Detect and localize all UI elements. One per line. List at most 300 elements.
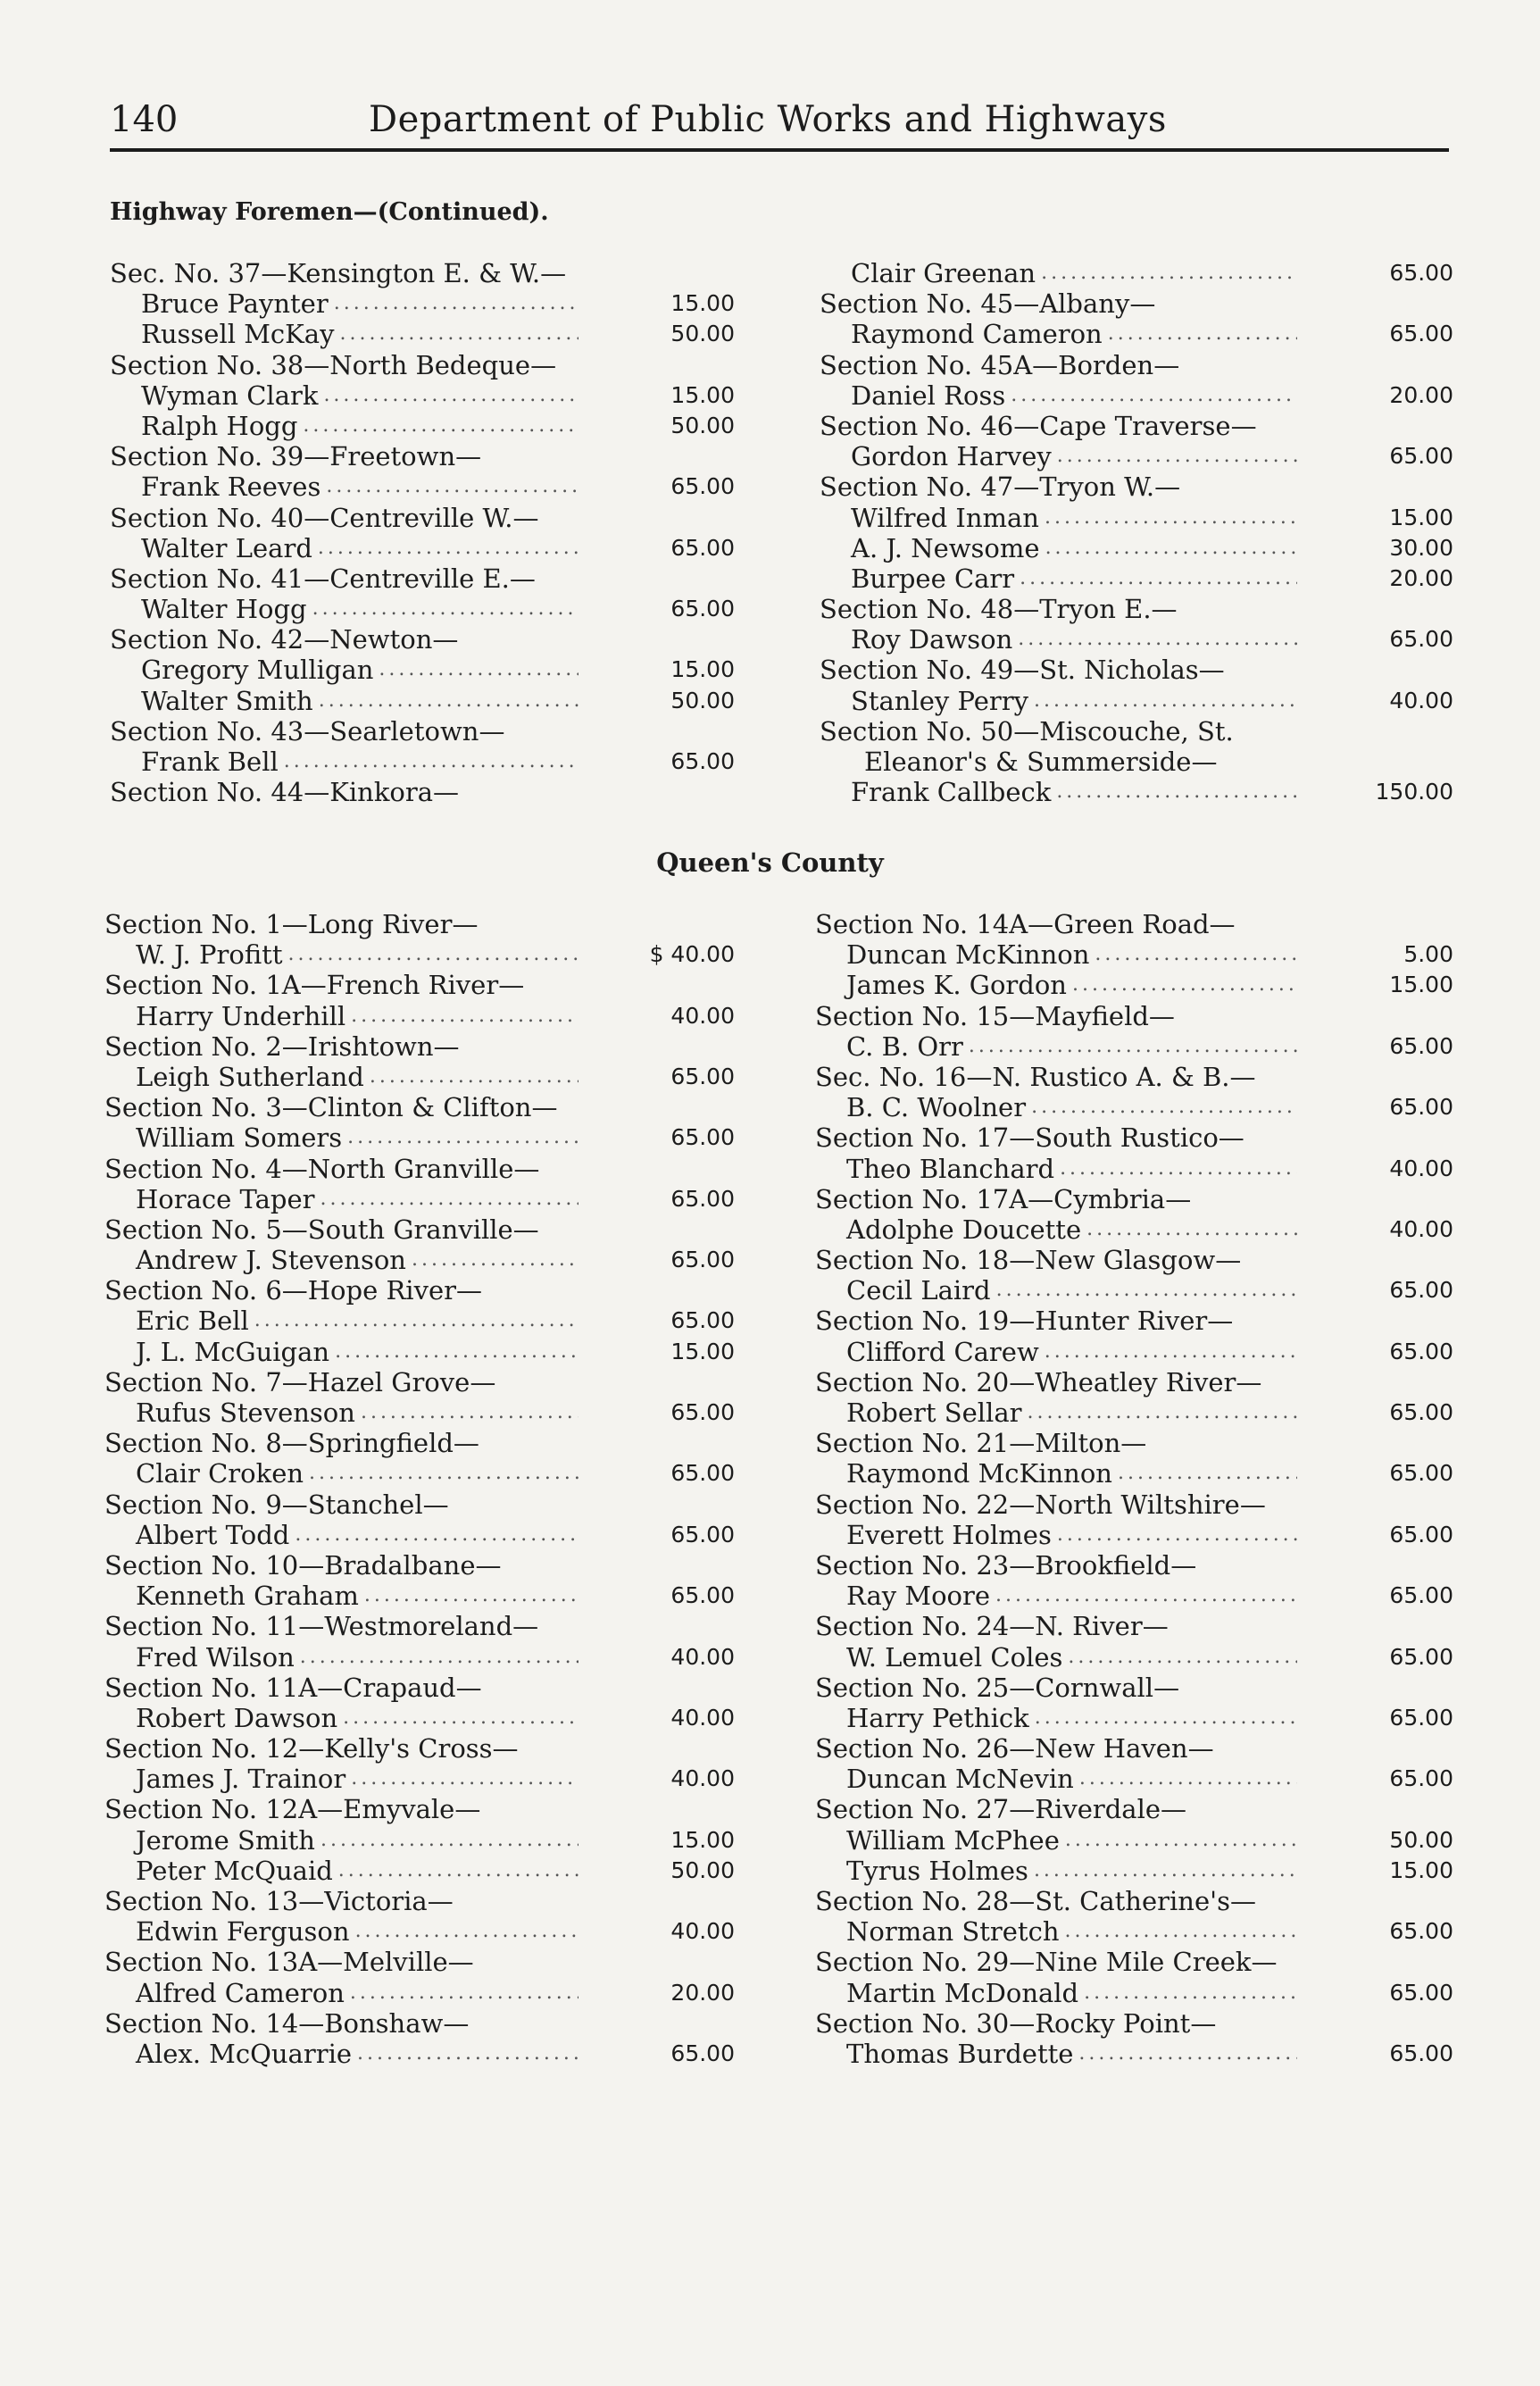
foreman-name: W. Lemuel Coles	[846, 1641, 1063, 1673]
dot-leader	[1078, 2039, 1297, 2069]
section-label: Section No. 24—N. River—	[815, 1611, 1169, 1642]
foreman-name: James J. Trainor	[136, 1764, 346, 1795]
foreman-entry	[815, 1978, 1453, 2008]
foreman-name: Frank Bell	[141, 747, 279, 777]
foreman-name: Norman Stretch	[846, 1916, 1060, 1948]
foreman-entry	[815, 1458, 1453, 1489]
dot-leader	[1108, 319, 1297, 349]
section-label: Section No. 1—Long River—	[104, 909, 479, 939]
dot-leader	[318, 533, 579, 563]
section-label: Section No. 13A—Melville—	[104, 1947, 474, 1978]
foreman-entry	[815, 2039, 1453, 2069]
amount: 50.00	[670, 687, 735, 713]
dot-leader	[1095, 939, 1297, 970]
dot-leader	[350, 1978, 579, 2008]
foreman-entry	[104, 1520, 735, 1550]
foreman-name: Gregory Mulligan	[141, 655, 374, 686]
section-label: Section No. 41—Centreville E.—	[110, 563, 536, 594]
amount: 50.00	[1389, 1826, 1453, 1853]
section-label: Section No. 11—Westmoreland—	[104, 1611, 539, 1642]
foreman-name: Walter Smith	[141, 685, 313, 716]
foreman-name: Clifford Carew	[846, 1336, 1039, 1367]
foreman-entry	[110, 471, 735, 502]
foreman-entry	[815, 1397, 1453, 1428]
section-label: Section No. 28—St. Catherine's—	[815, 1886, 1256, 1916]
section-label: Section No. 47—Tryon W.—	[820, 471, 1181, 503]
dot-leader	[343, 1703, 579, 1733]
section-label: Section No. 17—South Rustico—	[815, 1122, 1244, 1154]
foreman-entry	[110, 288, 735, 319]
section-label: Section No. 6—Hope River—	[104, 1275, 482, 1306]
dot-leader	[1031, 1092, 1297, 1122]
foreman-name: Harry Underhill	[136, 1000, 346, 1031]
amount: 50.00	[670, 1856, 735, 1883]
column-queens-right	[815, 909, 1453, 2069]
dot-leader	[1065, 1916, 1298, 1947]
foreman-entry	[104, 1642, 735, 1673]
foreman-entry	[815, 1764, 1453, 1794]
section-label: Section No. 30—Rocky Point—	[815, 2007, 1217, 2039]
foreman-entry	[820, 777, 1453, 807]
foreman-entry	[104, 1703, 735, 1733]
dot-leader	[334, 288, 579, 319]
dot-leader	[1035, 1703, 1297, 1733]
foreman-entry	[815, 1703, 1453, 1733]
foreman-name: Walter Leard	[141, 532, 312, 563]
foreman-entry	[820, 624, 1453, 655]
foreman-entry	[820, 441, 1453, 471]
foreman-name: Edwin Ferguson	[136, 1916, 350, 1948]
foreman-entry	[815, 1581, 1453, 1611]
amount: 65.00	[1389, 260, 1453, 286]
dot-leader	[996, 1275, 1297, 1306]
section-label: Section No. 3—Clinton & Clifton—	[104, 1092, 558, 1123]
foreman-name: Horace Taper	[136, 1183, 315, 1214]
section-label: Section No. 12A—Emyvale—	[104, 1794, 481, 1825]
amount: 65.00	[1389, 1704, 1453, 1731]
foreman-name: Wyman Clark	[141, 380, 319, 411]
foreman-name: Roy Dawson	[851, 624, 1013, 655]
amount: 15.00	[670, 1338, 735, 1364]
amount: 40.00	[1389, 1155, 1453, 1181]
foreman-name: W. J. Profitt	[136, 939, 283, 971]
dot-leader	[351, 1764, 579, 1794]
foreman-entry	[815, 1916, 1453, 1947]
amount: 65.00	[1389, 443, 1453, 470]
foreman-name: James K. Gordon	[846, 970, 1067, 1001]
amount: 65.00	[670, 473, 735, 500]
section-label: Section No. 9—Stanchel—	[104, 1489, 449, 1520]
amount: 15.00	[1389, 972, 1453, 998]
amount: 65.00	[1389, 1399, 1453, 1425]
dot-leader	[347, 1122, 579, 1153]
foreman-entry	[104, 1856, 735, 1886]
foreman-name: Fred Wilson	[136, 1641, 295, 1673]
foreman-entry	[110, 411, 735, 441]
amount: 65.00	[1389, 1643, 1453, 1670]
foreman-entry	[815, 1214, 1453, 1245]
dot-leader	[309, 1458, 579, 1489]
foreman-entry	[815, 970, 1453, 1000]
dot-leader	[364, 1581, 579, 1611]
dot-leader	[284, 747, 579, 777]
column-prince-right	[820, 258, 1453, 807]
dot-leader	[355, 1916, 579, 1947]
section-label: Section No. 25—Cornwall—	[815, 1672, 1180, 1703]
dot-leader	[379, 655, 579, 685]
foreman-entry	[110, 747, 735, 777]
dot-leader	[1118, 1458, 1297, 1489]
foreman-name: J. L. McGuigan	[136, 1336, 330, 1367]
foreman-name: Clair Croken	[136, 1458, 304, 1489]
amount: 40.00	[670, 1765, 735, 1792]
section-label: Section No. 29—Nine Mile Creek—	[815, 1947, 1278, 1978]
section-heading: Highway Foremen—(Continued).	[110, 198, 549, 226]
section-label: Section No. 15—Mayfield—	[815, 1000, 1175, 1031]
foreman-name: Ralph Hogg	[141, 410, 298, 441]
amount: 65.00	[670, 1582, 735, 1609]
amount: 65.00	[1389, 626, 1453, 653]
dot-leader	[320, 1184, 579, 1214]
foreman-entry	[104, 939, 735, 970]
dot-leader	[1020, 563, 1297, 594]
foreman-entry	[104, 1916, 735, 1947]
dot-leader	[1011, 380, 1297, 411]
foreman-name: Raymond McKinnon	[846, 1458, 1112, 1489]
amount: 65.00	[670, 596, 735, 622]
section-label: Section No. 14A—Green Road—	[815, 909, 1236, 939]
foreman-entry	[820, 686, 1453, 716]
foreman-name: Daniel Ross	[851, 380, 1006, 411]
foreman-name: Bruce Paynter	[141, 288, 329, 320]
dot-leader	[370, 1062, 579, 1092]
section-label: Sec. No. 16—N. Rustico A. & B.—	[815, 1061, 1256, 1092]
county-heading: Queen's County	[656, 847, 884, 878]
foreman-name: Jerome Smith	[136, 1824, 315, 1856]
foreman-name: Gordon Harvey	[851, 441, 1052, 472]
foreman-name: Frank Callbeck	[851, 777, 1052, 808]
dot-leader	[1079, 1764, 1297, 1794]
foreman-entry	[104, 1306, 735, 1336]
foreman-entry	[110, 380, 735, 411]
foreman-name: Raymond Cameron	[851, 319, 1103, 350]
amount: 40.00	[1389, 1215, 1453, 1242]
foreman-name: Alex. McQuarrie	[136, 2038, 353, 2069]
amount: 30.00	[1389, 534, 1453, 561]
amount: 65.00	[1389, 2040, 1453, 2066]
page-title: Department of Public Works and Highways	[369, 99, 1167, 140]
section-label: Section No. 17A—Cymbria—	[815, 1183, 1192, 1214]
amount: 65.00	[670, 1399, 735, 1425]
foreman-entry	[815, 1275, 1453, 1306]
page-number: 140	[110, 99, 179, 140]
amount: 65.00	[670, 1521, 735, 1548]
foreman-name: Adolphe Doucette	[846, 1214, 1082, 1245]
amount: 65.00	[1389, 1979, 1453, 2006]
foreman-name: Russell McKay	[141, 319, 335, 350]
foreman-entry	[820, 380, 1453, 411]
section-label: Section No. 13—Victoria—	[104, 1886, 454, 1916]
section-label: Section No. 50—Miscouche, St.	[820, 715, 1234, 747]
foreman-name: Theo Blanchard	[846, 1153, 1055, 1184]
foreman-entry	[104, 1825, 735, 1856]
foreman-name: Robert Sellar	[846, 1397, 1022, 1428]
foreman-entry	[815, 1092, 1453, 1122]
foreman-name: Cecil Laird	[846, 1275, 991, 1306]
foreman-entry	[815, 1154, 1453, 1184]
amount: 50.00	[670, 412, 735, 438]
foreman-name: Wilfred Inman	[851, 502, 1039, 533]
amount: 150.00	[1375, 779, 1453, 805]
foreman-entry	[820, 503, 1453, 533]
dot-leader	[312, 594, 579, 624]
foreman-entry	[104, 1245, 735, 1275]
foreman-entry	[815, 1031, 1453, 1062]
dot-leader	[412, 1245, 579, 1275]
foreman-name: Tyrus Holmes	[846, 1855, 1028, 1886]
header-rule	[110, 148, 1449, 152]
amount: 65.00	[670, 1247, 735, 1273]
foreman-name: C. B. Orr	[846, 1030, 963, 1062]
dot-leader	[295, 1520, 579, 1550]
amount: 65.00	[670, 1063, 735, 1089]
foreman-name: Rufus Stevenson	[136, 1397, 355, 1428]
section-label: Section No. 26—New Haven—	[815, 1733, 1214, 1764]
foreman-entry	[815, 1642, 1453, 1673]
dot-leader	[335, 1337, 579, 1367]
dot-leader	[320, 1825, 579, 1856]
amount: 65.00	[670, 1185, 735, 1212]
foreman-entry	[104, 1397, 735, 1428]
amount: 65.00	[670, 2040, 735, 2066]
dot-leader	[351, 1001, 579, 1031]
amount: 65.00	[1389, 1918, 1453, 1945]
dot-leader	[323, 380, 579, 411]
amount: 40.00	[670, 1918, 735, 1945]
section-label: Section No. 12—Kelly's Cross—	[104, 1733, 519, 1764]
section-label: Section No. 8—Springfield—	[104, 1428, 479, 1459]
section-label: Section No. 44—Kinkora—	[110, 777, 460, 808]
foreman-name: Robert Dawson	[136, 1702, 338, 1733]
section-label: Section No. 49—St. Nicholas—	[820, 655, 1225, 686]
foreman-entry	[104, 2039, 735, 2069]
section-label: Section No. 2—Irishtown—	[104, 1030, 460, 1062]
foreman-entry	[815, 1337, 1453, 1367]
dot-leader	[1060, 1154, 1297, 1184]
dot-leader	[1034, 1856, 1297, 1886]
amount: 20.00	[670, 1979, 735, 2006]
section-label: Section No. 18—New Glasgow—	[815, 1245, 1242, 1276]
amount: 65.00	[1389, 1460, 1453, 1487]
amount: 65.00	[1389, 321, 1453, 347]
dot-leader	[969, 1031, 1297, 1062]
foreman-entry	[104, 1458, 735, 1489]
foreman-entry	[815, 1520, 1453, 1550]
section-label: Section No. 22—North Wiltshire—	[815, 1489, 1266, 1520]
foreman-name: Stanley Perry	[851, 685, 1029, 716]
foreman-name: William Somers	[136, 1122, 343, 1154]
foreman-name: Kenneth Graham	[136, 1581, 359, 1612]
foreman-name: Everett Holmes	[846, 1519, 1052, 1550]
amount: 40.00	[1389, 687, 1453, 713]
amount: 65.00	[1389, 1032, 1453, 1059]
foreman-entry	[820, 563, 1453, 594]
section-label: Section No. 23—Brookfield—	[815, 1549, 1197, 1581]
foreman-entry	[104, 1581, 735, 1611]
amount: 65.00	[670, 748, 735, 774]
section-label: Section No. 14—Bonshaw—	[104, 2007, 470, 2039]
column-prince-left	[110, 258, 735, 807]
amount: $ 40.00	[649, 941, 735, 968]
amount: 15.00	[670, 290, 735, 317]
section-label: Section No. 40—Centreville W.—	[110, 502, 539, 533]
foreman-entry	[110, 319, 735, 349]
dot-leader	[300, 1642, 579, 1673]
dot-leader	[1072, 970, 1297, 1000]
amount: 65.00	[670, 534, 735, 561]
dot-leader	[319, 686, 579, 716]
amount: 65.00	[670, 1124, 735, 1151]
amount: 65.00	[670, 1460, 735, 1487]
foreman-entry	[820, 319, 1453, 349]
foreman-name: William McPhee	[846, 1824, 1060, 1856]
dot-leader	[1084, 1978, 1297, 2008]
section-label: Section No. 5—South Granville—	[104, 1214, 539, 1245]
column-queens-left	[104, 909, 735, 2069]
amount: 40.00	[670, 1704, 735, 1731]
section-label: Section No. 21—Milton—	[815, 1428, 1147, 1459]
dot-leader	[303, 411, 579, 441]
foreman-name: A. J. Newsome	[851, 532, 1040, 563]
amount: 65.00	[1389, 1277, 1453, 1304]
foreman-name: Thomas Burdette	[846, 2038, 1074, 2069]
section-label: Section No. 20—Wheatley River—	[815, 1366, 1262, 1397]
foreman-entry	[815, 1856, 1453, 1886]
section-label: Section No. 38—North Bedeque—	[110, 349, 557, 380]
section-label: Section No. 46—Cape Traverse—	[820, 410, 1257, 441]
dot-leader	[338, 1856, 579, 1886]
section-label: Section No. 27—Riverdale—	[815, 1794, 1187, 1825]
amount: 65.00	[1389, 1094, 1453, 1121]
foreman-entry	[110, 594, 735, 624]
section-label: Section No. 45A—Borden—	[820, 349, 1180, 380]
section-label: Section No. 39—Freetown—	[110, 441, 482, 472]
dot-leader	[1057, 1520, 1297, 1550]
foreman-entry	[104, 1001, 735, 1031]
amount: 5.00	[1403, 941, 1453, 968]
amount: 15.00	[670, 381, 735, 408]
dot-leader	[361, 1397, 579, 1428]
dot-leader	[1045, 1337, 1297, 1367]
dot-leader	[1018, 624, 1297, 655]
section-label: Section No. 1A—French River—	[104, 970, 525, 1001]
amount: 65.00	[1389, 1338, 1453, 1364]
foreman-name: Peter McQuaid	[136, 1855, 333, 1886]
amount: 20.00	[1389, 381, 1453, 408]
foreman-name: Walter Hogg	[141, 594, 307, 625]
section-label: Section No. 19—Hunter River—	[815, 1306, 1234, 1337]
dot-leader	[326, 471, 579, 502]
dot-leader	[1034, 686, 1297, 716]
foreman-name: Andrew J. Stevenson	[136, 1245, 406, 1276]
foreman-entry	[104, 1122, 735, 1153]
dot-leader	[1057, 441, 1297, 471]
dot-leader	[1068, 1642, 1297, 1673]
foreman-name: Martin McDonald	[846, 1977, 1079, 2008]
amount: 50.00	[670, 321, 735, 347]
dot-leader	[1045, 503, 1297, 533]
dot-leader	[1028, 1397, 1298, 1428]
amount: 20.00	[1389, 564, 1453, 591]
dot-leader	[1056, 777, 1297, 807]
amount: 65.00	[670, 1307, 735, 1334]
foreman-name: Duncan McKinnon	[846, 939, 1090, 971]
foreman-entry	[110, 686, 735, 716]
foreman-entry	[820, 258, 1453, 288]
section-label: Section No. 4—North Granville—	[104, 1153, 540, 1184]
amount: 15.00	[1389, 504, 1453, 530]
dot-leader	[1045, 533, 1297, 563]
section-label: Sec. No. 37—Kensington E. & W.—	[110, 258, 567, 288]
foreman-name: B. C. Woolner	[846, 1092, 1027, 1123]
dot-leader	[1065, 1825, 1297, 1856]
foreman-name: Harry Pethick	[846, 1702, 1029, 1733]
foreman-entry	[104, 1764, 735, 1794]
foreman-name: Burpee Carr	[851, 563, 1015, 594]
foreman-name: Eric Bell	[136, 1306, 249, 1337]
dot-leader	[995, 1581, 1297, 1611]
amount: 15.00	[670, 656, 735, 683]
section-label: Section No. 48—Tryon E.—	[820, 594, 1178, 625]
foreman-entry	[104, 1337, 735, 1367]
amount: 15.00	[1389, 1856, 1453, 1883]
foreman-entry	[104, 1978, 735, 2008]
foreman-entry	[104, 1184, 735, 1214]
dot-leader	[339, 319, 579, 349]
foreman-name: Frank Reeves	[141, 471, 321, 503]
section-label: Section No. 42—Newton—	[110, 624, 459, 655]
dot-leader	[254, 1306, 579, 1336]
amount: 65.00	[1389, 1765, 1453, 1792]
foreman-name: Albert Todd	[136, 1519, 290, 1550]
section-label: Section No. 10—Bradalbane—	[104, 1549, 502, 1581]
foreman-entry	[104, 1062, 735, 1092]
foreman-name: Ray Moore	[846, 1581, 991, 1612]
dot-leader	[357, 2039, 579, 2069]
foreman-entry	[110, 655, 735, 685]
amount: 65.00	[1389, 1582, 1453, 1609]
foreman-name: Duncan McNevin	[846, 1764, 1074, 1795]
foreman-name: Clair Greenan	[851, 258, 1036, 288]
foreman-name: Leigh Sutherland	[136, 1061, 364, 1092]
foreman-entry	[815, 939, 1453, 970]
section-label: Section No. 45—Albany—	[820, 288, 1156, 320]
amount: 65.00	[1389, 1521, 1453, 1548]
section-label: Section No. 7—Hazel Grove—	[104, 1366, 496, 1397]
amount: 15.00	[670, 1826, 735, 1853]
section-label: Section No. 43—Searletown—	[110, 715, 505, 747]
foreman-entry	[820, 533, 1453, 563]
dot-leader	[1086, 1214, 1297, 1245]
section-label: Section No. 11A—Crapaud—	[104, 1672, 482, 1703]
amount: 40.00	[670, 1643, 735, 1670]
foreman-entry	[110, 533, 735, 563]
page-header	[110, 94, 1449, 146]
foreman-entry	[815, 1825, 1453, 1856]
section-heading-continued: Eleanor's & Summerside—	[864, 747, 1218, 777]
amount: 40.00	[670, 1002, 735, 1029]
dot-leader	[1041, 258, 1297, 288]
